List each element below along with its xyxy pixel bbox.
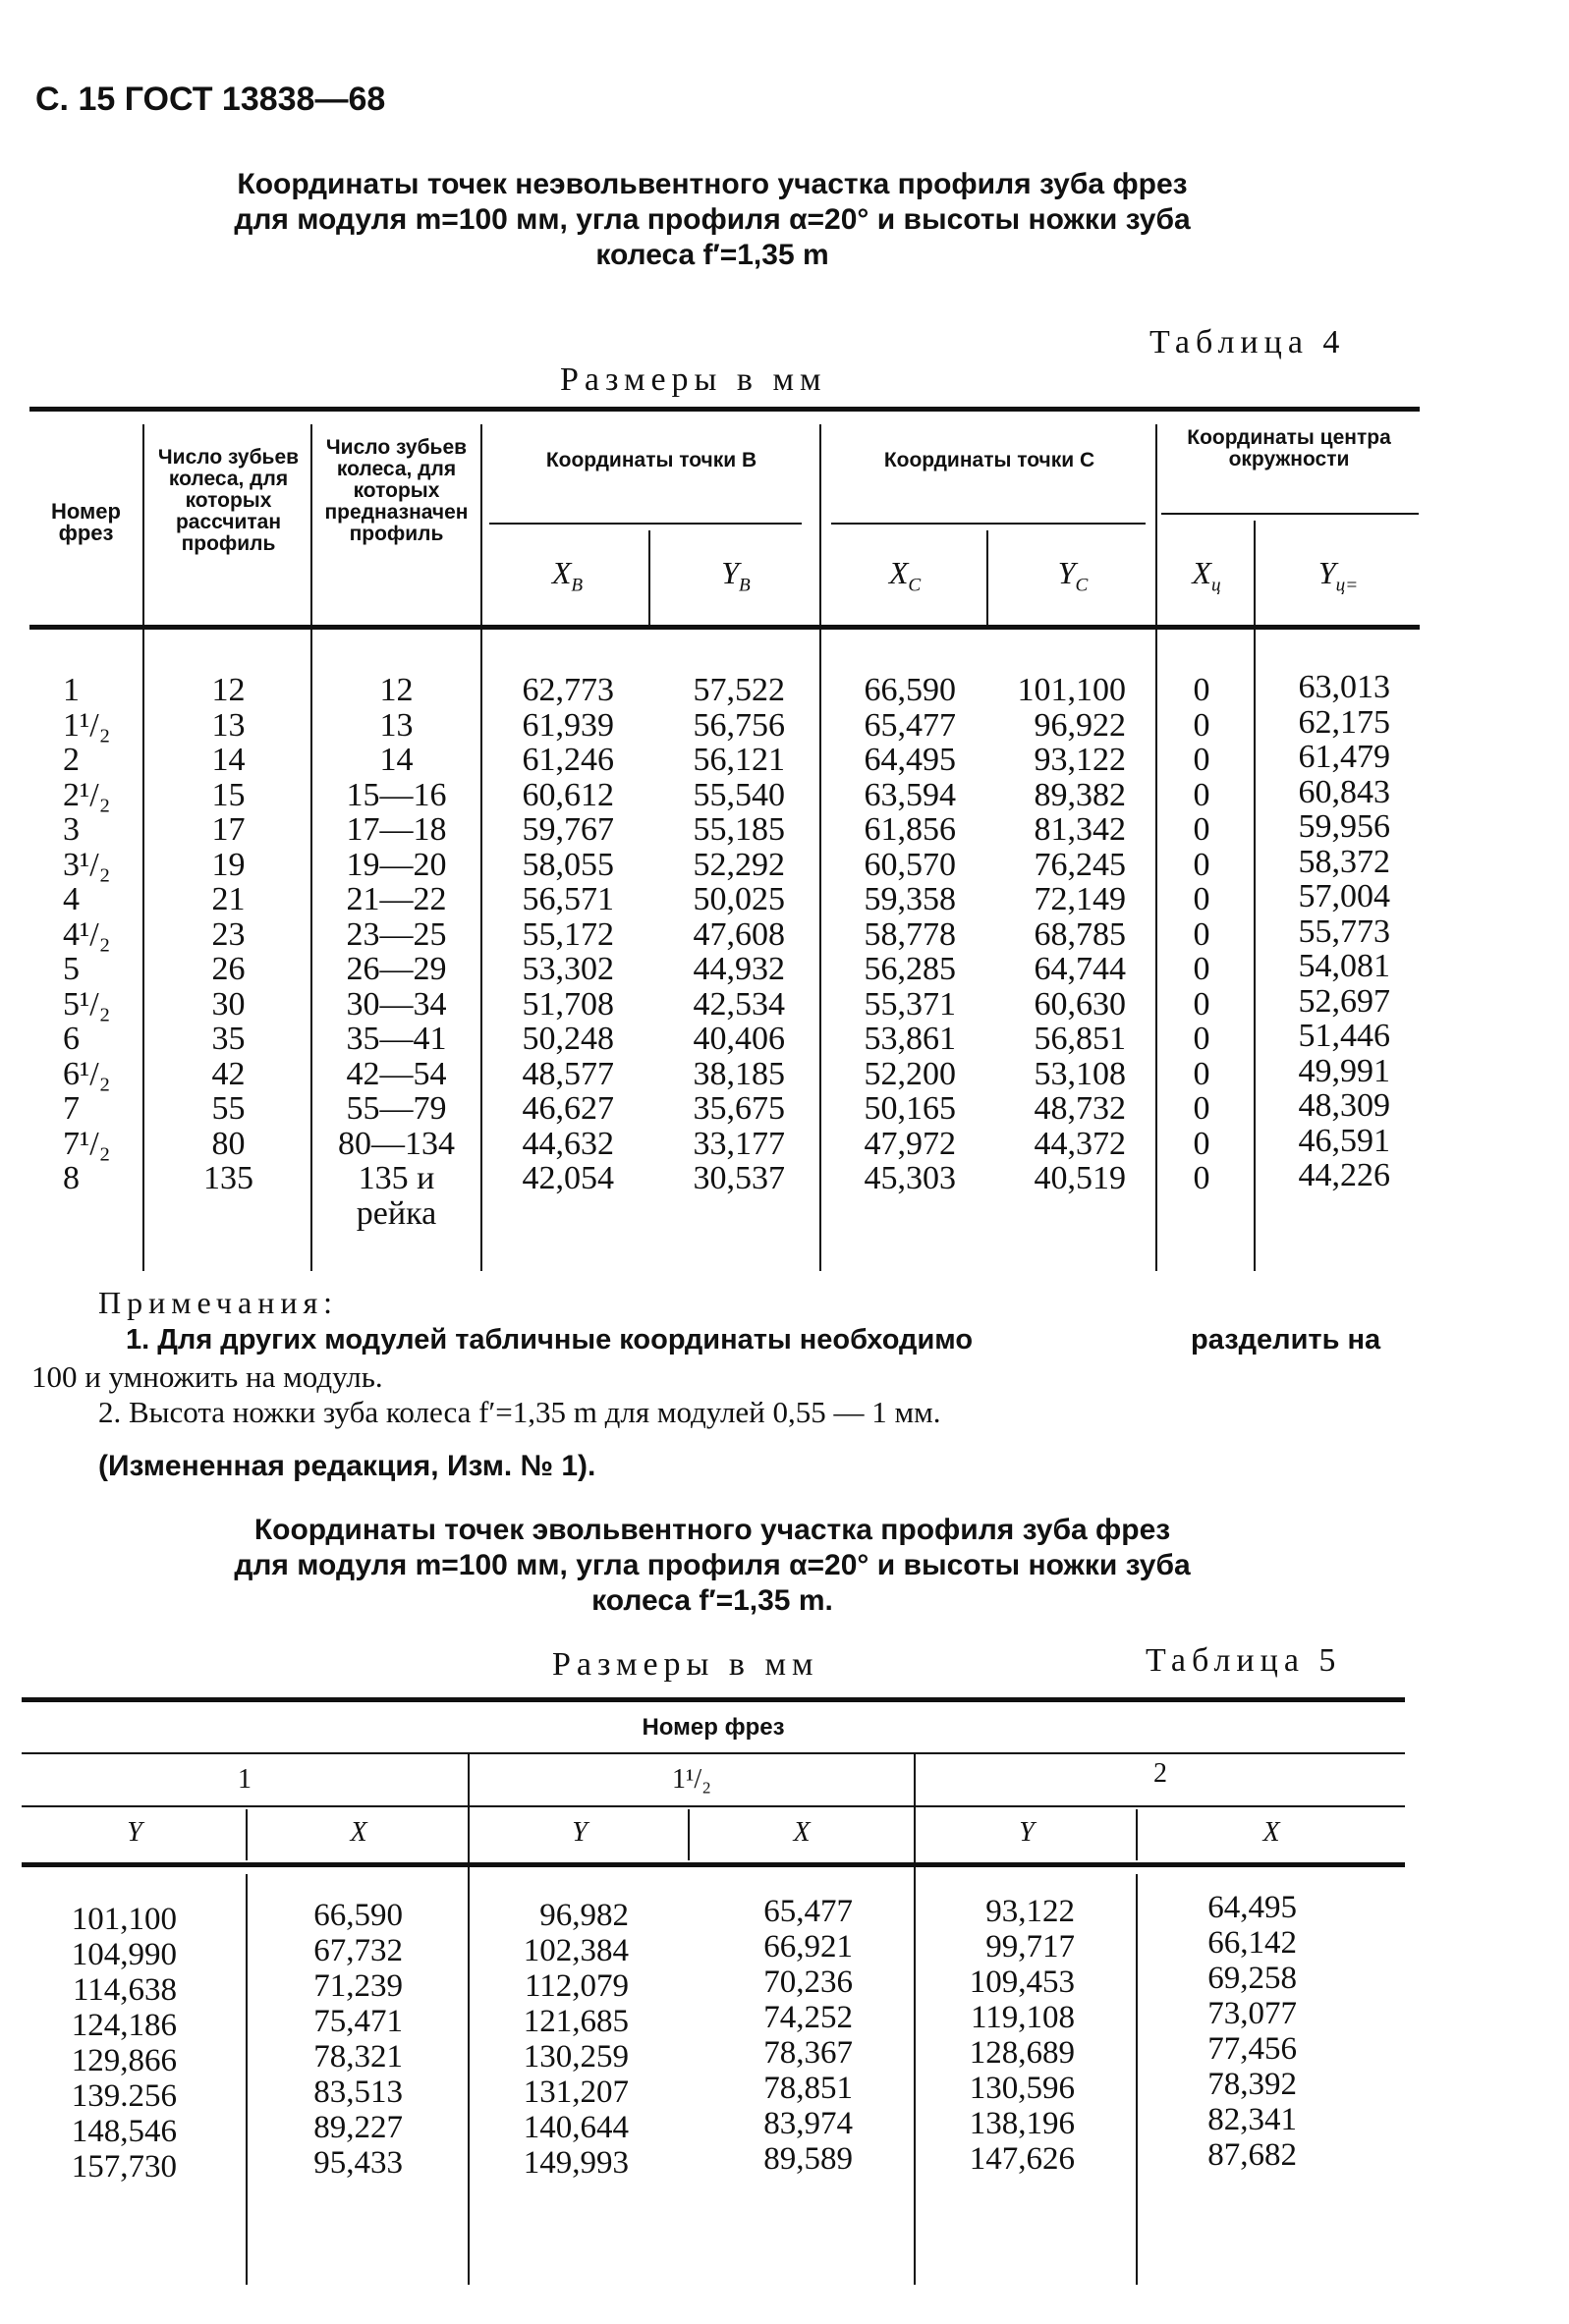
table5-divider xyxy=(468,1754,470,2285)
table4-cell: 48,577 xyxy=(522,1055,614,1092)
table5-cell: 130,596 xyxy=(969,2071,1075,2106)
table4-cell: 62,175 xyxy=(1298,703,1390,741)
table5-cell: 78,392 xyxy=(1207,2067,1297,2102)
table5-col-2-y xyxy=(927,1894,1075,2177)
table4-cell: 14 xyxy=(379,742,414,778)
table5-top-rule xyxy=(22,1697,1405,1702)
table4-cell: 66,590 xyxy=(864,672,956,708)
table5-cell: 147,626 xyxy=(969,2141,1075,2177)
table4-cell: 80 xyxy=(211,1125,246,1162)
table4-cell: 0 xyxy=(1193,1055,1210,1092)
table4-cell: 55,540 xyxy=(693,776,785,813)
table4-cell: 21—22 xyxy=(346,881,447,917)
table5-group-1-1-2: 1¹/₂ xyxy=(672,1764,711,1795)
table4-cell: 55,185 xyxy=(693,811,785,848)
table4-cell: 15 xyxy=(211,776,246,813)
table4-cell: 14 xyxy=(211,742,246,778)
table4-cell xyxy=(1159,1196,1244,1232)
table4-cell: рейка xyxy=(356,1194,437,1232)
table4-cell: 62,773 xyxy=(522,672,614,708)
table4-cell: 44,372 xyxy=(1034,1125,1126,1162)
table4-header-xb xyxy=(486,555,648,596)
header-symbol: Y xyxy=(1057,555,1076,590)
table4-cell: 57,522 xyxy=(693,672,785,708)
table5-cell: 78,851 xyxy=(763,2071,853,2106)
table5-cell: 104,990 xyxy=(71,1937,177,1972)
table4-cell: 17—18 xyxy=(346,811,447,848)
table4-cell: 44,226 xyxy=(1298,1157,1390,1193)
table5-col-2-x xyxy=(1149,1890,1297,2173)
table5-divider xyxy=(246,1809,248,1860)
table4-cell: 60,843 xyxy=(1298,773,1390,810)
table5-rule xyxy=(22,1752,1405,1754)
table5-cell: 131,207 xyxy=(523,2075,629,2110)
table4-col-yb xyxy=(652,673,785,1231)
table4-cell: 30—34 xyxy=(346,985,447,1023)
table4-cell: 101,100 xyxy=(1017,672,1126,708)
table4-cell: 1¹/₂ xyxy=(63,706,111,744)
table4-col-yc xyxy=(990,673,1126,1231)
table4-cell: 30,537 xyxy=(693,1160,785,1196)
table5-col-y: Y xyxy=(127,1817,142,1848)
table4-cell: 0 xyxy=(1193,672,1210,708)
table4-cell: 60,630 xyxy=(1034,985,1126,1023)
table4-cell: 7¹/₂ xyxy=(63,1125,111,1162)
table5-col-1-1-2-y xyxy=(481,1898,629,2181)
table4-col-teeth-for xyxy=(315,673,477,1231)
table4-cell: 44,932 xyxy=(693,951,785,987)
section2-title-line: для модуля m=100 мм, угла профиля α=20° и высоты ножки зуба xyxy=(234,1549,1191,1581)
table5-cell: 148,546 xyxy=(71,2114,177,2149)
table5-cell: 129,866 xyxy=(71,2043,177,2078)
table4-cell xyxy=(486,1196,614,1232)
note1-line2: 100 и умножить на модуль. xyxy=(31,1359,383,1394)
table4-header-xc xyxy=(823,555,986,596)
table5-cell: 138,196 xyxy=(969,2106,1075,2141)
table4-cell: 53,302 xyxy=(522,951,614,987)
table5-cell: 140,644 xyxy=(523,2110,629,2145)
table4-cell: 56,851 xyxy=(1034,1021,1126,1057)
table4-cell: 46,591 xyxy=(1298,1122,1390,1159)
table4-cell: 12 xyxy=(211,672,246,708)
table4-cell: 0 xyxy=(1193,1021,1210,1057)
table4-cell: 42,534 xyxy=(693,985,785,1023)
table5-cell: 82,341 xyxy=(1207,2102,1297,2137)
table4-cell: 89,382 xyxy=(1034,776,1126,813)
table4-cell: 55,773 xyxy=(1298,913,1390,950)
table4-cell: 45,303 xyxy=(864,1160,956,1196)
table5-group-1: 1 xyxy=(238,1764,252,1795)
page-header: С. 15 ГОСТ 13838—68 xyxy=(35,81,386,118)
table5-cell: 149,993 xyxy=(523,2145,629,2181)
table4-divider xyxy=(819,424,821,1271)
table5-cell: 130,259 xyxy=(523,2039,629,2075)
table4-cell: 35,675 xyxy=(693,1090,785,1127)
table4-cell: 65,477 xyxy=(864,706,956,744)
table4-cell: 55,371 xyxy=(864,985,956,1023)
table4-cell xyxy=(63,1196,111,1232)
table4-cell: 47,608 xyxy=(693,915,785,953)
table5-cell: 87,682 xyxy=(1207,2137,1297,2173)
table4-cell: 2¹/₂ xyxy=(63,776,111,813)
table5-divider xyxy=(914,1754,916,2285)
table5-cell: 78,321 xyxy=(313,2039,403,2075)
table4-cell: 6 xyxy=(63,1021,80,1057)
table4-cell: 80—134 xyxy=(338,1125,455,1162)
table5-cell: 114,638 xyxy=(72,1972,177,2008)
table4-cell: 0 xyxy=(1193,985,1210,1023)
table4-cell: 61,479 xyxy=(1298,739,1390,775)
section1-title xyxy=(98,167,1326,273)
table4-cell: 59,358 xyxy=(864,881,956,917)
table4-cell: 52,697 xyxy=(1298,982,1390,1020)
table4-cell: 58,372 xyxy=(1298,843,1390,880)
table4-cell: 2 xyxy=(63,742,80,778)
table4-cell xyxy=(823,1196,956,1232)
table4-cell xyxy=(147,1196,309,1232)
table4-cell: 0 xyxy=(1193,1125,1210,1162)
table4-cell: 63,594 xyxy=(864,776,956,813)
table4-cell: 57,004 xyxy=(1298,878,1390,914)
table4-divider xyxy=(310,424,312,1271)
table5-cell: 66,590 xyxy=(313,1898,403,1933)
table4-cell: 0 xyxy=(1193,846,1210,883)
table5-cell: 69,258 xyxy=(1207,1961,1297,1996)
table4-cell: 0 xyxy=(1193,951,1210,987)
table5-divider xyxy=(246,1874,248,2285)
table4-cell: 13 xyxy=(379,706,414,744)
note1-tail: разделить на xyxy=(1191,1324,1381,1356)
table4-cell: 135 и xyxy=(358,1160,435,1196)
table5-cell: 66,142 xyxy=(1207,1925,1297,1961)
table4-cell: 42—54 xyxy=(346,1055,447,1092)
table5-cell: 95,433 xyxy=(313,2145,403,2181)
table4-units: Размеры в мм xyxy=(560,361,827,398)
table4-group-c-rule xyxy=(831,523,1146,525)
table4-cell: 53,108 xyxy=(1034,1055,1126,1092)
table4-cell: 23 xyxy=(211,915,246,953)
table4-cell: 53,861 xyxy=(864,1021,956,1057)
table5-cell: 73,077 xyxy=(1207,1996,1297,2031)
table4-header-yb xyxy=(652,555,819,596)
table4-cell: 64,744 xyxy=(1034,951,1126,987)
table4-cell: 40,406 xyxy=(693,1021,785,1057)
header-symbol: Y xyxy=(1317,555,1336,590)
table4-cell: 61,246 xyxy=(522,742,614,778)
header-subscript: ц= xyxy=(1335,575,1359,596)
table5-cell: 139.256 xyxy=(71,2078,177,2114)
table5-cell: 65,477 xyxy=(763,1894,853,1929)
table4-cell: 55—79 xyxy=(346,1090,447,1127)
table4-cell: 81,342 xyxy=(1034,811,1126,848)
section2-title-line: Координаты точек эвольвентного участка профиля зуба фрез xyxy=(253,1514,1171,1546)
table4-cell: 33,177 xyxy=(693,1125,785,1162)
table4-group-b-rule xyxy=(489,523,802,525)
table4-header-teeth-calc: Число зубьев колеса, для которых рассчитан профиль xyxy=(157,446,300,555)
table5-cell: 93,122 xyxy=(985,1894,1075,1929)
table4-cell: 93,122 xyxy=(1034,742,1126,778)
table4-cell: 47,972 xyxy=(864,1125,956,1162)
table5-cell: 89,589 xyxy=(763,2141,853,2177)
header-subscript: ц xyxy=(1210,575,1221,596)
table4-header-rule xyxy=(29,625,1420,630)
table4-cell: 60,570 xyxy=(864,846,956,883)
table5-cell: 70,236 xyxy=(763,1964,853,2000)
table4-cell: 58,055 xyxy=(522,846,614,883)
table4-divider xyxy=(648,530,650,629)
table4-cell xyxy=(1258,1193,1390,1229)
table5-cell: 157,730 xyxy=(71,2149,177,2185)
table4-cell: 0 xyxy=(1193,881,1210,917)
table4-cell: 56,121 xyxy=(693,742,785,778)
table5-col-x: X xyxy=(793,1817,811,1848)
table4-cell: 54,081 xyxy=(1298,948,1390,984)
table4-col-num xyxy=(63,673,111,1231)
table4-cell: 96,922 xyxy=(1034,706,1126,744)
table4-cell: 50,025 xyxy=(693,881,785,917)
table4-cell: 49,991 xyxy=(1298,1052,1390,1089)
header-symbol: X xyxy=(1192,555,1211,590)
header-symbol: X xyxy=(888,555,909,590)
table4-header-xz xyxy=(1159,555,1254,596)
table5-cell: 83,513 xyxy=(313,2075,403,2110)
notes-heading: Примечания: xyxy=(98,1285,339,1320)
table4-cell: 58,778 xyxy=(864,915,956,953)
table4-cell: 50,248 xyxy=(522,1021,614,1057)
table5-cell: 119,108 xyxy=(970,2000,1075,2035)
table4-cell: 0 xyxy=(1193,1090,1210,1127)
table4-cell: 35—41 xyxy=(346,1021,447,1057)
table5-cell: 101,100 xyxy=(71,1902,177,1937)
note2: 2. Высота ножки зуба колеса f′=1,35 m для модулей 0,55 — 1 мм. xyxy=(98,1395,941,1429)
table4-cell: 40,519 xyxy=(1034,1160,1126,1196)
table5-rule xyxy=(22,1805,1405,1807)
table4-cell: 12 xyxy=(379,672,414,708)
table4-col-yz xyxy=(1258,670,1390,1228)
table5-cell: 89,227 xyxy=(313,2110,403,2145)
table5-header-rule xyxy=(22,1862,1405,1867)
table4-divider xyxy=(142,424,144,1271)
table5-col-1-x xyxy=(265,1898,403,2181)
table4-cell: 15—16 xyxy=(346,776,447,813)
table5-cell: 74,252 xyxy=(763,2000,853,2035)
table4-col-xc xyxy=(823,673,956,1231)
table4-cell: 3 xyxy=(63,811,80,848)
table5-label: Таблица 5 xyxy=(1146,1642,1342,1679)
table4-cell: 8 xyxy=(63,1160,80,1196)
table4-cell: 51,446 xyxy=(1298,1018,1390,1054)
table4-cell: 42 xyxy=(211,1055,246,1092)
table4-cell: 44,632 xyxy=(522,1125,614,1162)
table4-cell: 23—25 xyxy=(346,915,447,953)
table4-cell: 42,054 xyxy=(522,1160,614,1196)
table5-cell: 83,974 xyxy=(763,2106,853,2141)
table5-col-1-y xyxy=(39,1902,177,2185)
table4-cell: 51,708 xyxy=(522,985,614,1023)
table5-cell: 96,982 xyxy=(539,1898,629,1933)
table4-header-yc xyxy=(990,555,1155,596)
table4-header-teeth-for: Число зубьев колеса, для которых предназначен профиль xyxy=(324,436,469,545)
header-symbol: Y xyxy=(721,555,740,590)
amendment-note: (Измененная редакция, Изм. № 1). xyxy=(98,1450,596,1482)
table4-cell: 1 xyxy=(63,672,80,708)
table5-units: Размеры в мм xyxy=(552,1646,819,1683)
table5-col-x: X xyxy=(1262,1817,1280,1848)
table4-cell: 50,165 xyxy=(864,1090,956,1127)
table5-col-1-1-2-x xyxy=(705,1894,853,2177)
table4-cell: 0 xyxy=(1193,776,1210,813)
table4-cell: 52,200 xyxy=(864,1055,956,1092)
table4-cell: 35 xyxy=(211,1021,246,1057)
table4-col-xb xyxy=(486,673,614,1231)
table5-cell: 77,456 xyxy=(1207,2031,1297,2067)
table5-divider xyxy=(688,1809,690,1860)
table4-cell: 26 xyxy=(211,951,246,987)
table5-cell: 75,471 xyxy=(313,2004,403,2039)
table4-cell: 61,939 xyxy=(522,706,614,744)
table4-cell: 59,956 xyxy=(1298,808,1390,845)
table5-col-x: X xyxy=(350,1817,367,1848)
table4-cell: 5¹/₂ xyxy=(63,985,111,1023)
table4-cell: 46,627 xyxy=(522,1090,614,1127)
table4-cell: 55 xyxy=(211,1090,246,1127)
table5-header-top: Номер фрез xyxy=(642,1714,785,1741)
table4-divider xyxy=(1155,424,1157,1271)
table5-cell: 99,717 xyxy=(985,1929,1075,1964)
table4-cell: 135 xyxy=(203,1160,253,1196)
table4-col-teeth-calc xyxy=(147,673,309,1231)
table4-cell: 0 xyxy=(1193,706,1210,744)
table4-divider xyxy=(986,530,988,629)
section2-title-line: колеса f′=1,35 m. xyxy=(591,1584,833,1617)
table4-cell: 0 xyxy=(1193,1160,1210,1196)
table4-col-xz xyxy=(1159,673,1244,1231)
table4-cell: 56,285 xyxy=(864,951,956,987)
table4-cell: 63,013 xyxy=(1298,669,1390,705)
section1-title-line: Координаты точек неэвольвентного участка профиля зуба фрез xyxy=(237,168,1188,200)
table5-cell: 102,384 xyxy=(523,1933,629,1968)
table4-top-rule xyxy=(29,407,1420,412)
table4-header-group-b: Координаты точки B xyxy=(545,449,757,471)
table5-cell: 109,453 xyxy=(969,1964,1075,2000)
header-subscript: B xyxy=(571,575,584,596)
table4-cell: 64,495 xyxy=(864,742,956,778)
table4-cell: 76,245 xyxy=(1034,846,1126,883)
table5-cell: 124,186 xyxy=(71,2008,177,2043)
table4-cell: 0 xyxy=(1193,811,1210,848)
table4-label: Таблица 4 xyxy=(1149,324,1346,360)
table5-col-y: Y xyxy=(572,1817,588,1848)
table4-cell: 5 xyxy=(63,951,80,987)
table5-cell: 121,685 xyxy=(523,2004,629,2039)
table4-cell: 55,172 xyxy=(522,915,614,953)
table4-header-yz xyxy=(1258,555,1419,596)
table4-cell: 19—20 xyxy=(346,846,447,883)
table5-cell: 64,495 xyxy=(1207,1890,1297,1925)
table5-cell: 71,239 xyxy=(313,1968,403,2004)
header-subscript: B xyxy=(739,575,751,596)
table5-cell: 66,921 xyxy=(763,1929,853,1964)
table4-cell: 30 xyxy=(211,985,246,1023)
table4-cell: 0 xyxy=(1193,742,1210,778)
header-symbol: X xyxy=(551,555,572,590)
note1-line1: 1. Для других модулей табличные координаты необходимо xyxy=(126,1324,974,1356)
table4-cell xyxy=(990,1196,1126,1232)
table4-cell: 52,292 xyxy=(693,846,785,883)
table4-cell: 59,767 xyxy=(522,811,614,848)
table5-divider xyxy=(1136,1874,1138,2285)
table4-cell: 4¹/₂ xyxy=(63,915,111,953)
table4-cell: 68,785 xyxy=(1034,915,1126,953)
table4-cell: 7 xyxy=(63,1090,80,1127)
table4-cell: 60,612 xyxy=(522,776,614,813)
section1-title-line: для модуля m=100 мм, угла профиля α=20° и высоты ножки зуба xyxy=(234,203,1191,236)
header-subscript: C xyxy=(1075,575,1089,596)
table5-group-2: 2 xyxy=(1153,1758,1167,1789)
table4-cell: 19 xyxy=(211,846,246,883)
table4-cell: 4 xyxy=(63,881,80,917)
table4-cell: 38,185 xyxy=(693,1055,785,1092)
table5-cell: 67,732 xyxy=(313,1933,403,1968)
table4-cell: 72,149 xyxy=(1034,881,1126,917)
table4-header-num: Номер фрез xyxy=(51,499,121,545)
table4-cell: 0 xyxy=(1193,915,1210,953)
table4-cell: 17 xyxy=(211,811,246,848)
table4-cell xyxy=(652,1196,785,1232)
table4-cell: 6¹/₂ xyxy=(63,1055,111,1092)
table4-cell: 21 xyxy=(211,881,246,917)
table4-group-center-rule xyxy=(1161,513,1419,515)
section1-title-line: колеса f′=1,35 m xyxy=(595,239,829,271)
table4-divider xyxy=(1254,521,1256,1271)
section2-title xyxy=(98,1513,1326,1619)
table4-cell: 26—29 xyxy=(346,951,447,987)
table4-cell: 56,756 xyxy=(693,706,785,744)
table5-cell: 128,689 xyxy=(969,2035,1075,2071)
table4-cell: 13 xyxy=(211,706,246,744)
table5-col-y: Y xyxy=(1019,1817,1035,1848)
table5-cell: 78,367 xyxy=(763,2035,853,2071)
table4-cell: 56,571 xyxy=(522,881,614,917)
table4-divider xyxy=(480,424,482,1271)
header-subscript: C xyxy=(908,575,922,596)
table4-cell: 3¹/₂ xyxy=(63,846,111,883)
table5-cell: 112,079 xyxy=(524,1968,629,2004)
table4-header-group-c: Координаты точки C xyxy=(883,449,1095,471)
table5-divider xyxy=(1136,1809,1138,1860)
table4-cell: 48,732 xyxy=(1034,1090,1126,1127)
table4-cell: 48,309 xyxy=(1298,1087,1390,1124)
table4-cell: 61,856 xyxy=(864,811,956,848)
table4-header-group-center: Координаты центра окружности xyxy=(1187,426,1391,470)
